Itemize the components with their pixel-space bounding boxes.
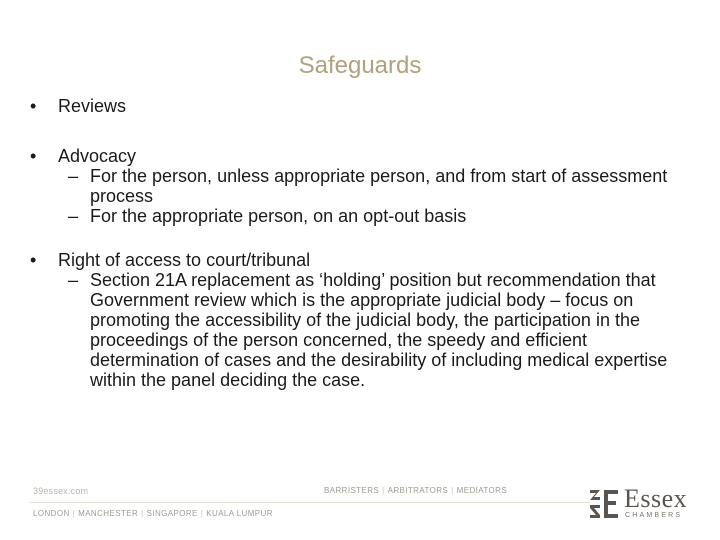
bullet-dot: • [30, 250, 37, 270]
bullet-text: Right of access to court/tribunal [58, 250, 311, 270]
logo-subtitle: CHAMBERS [625, 512, 683, 519]
sub-bullet-text: Section 21A replacement as ‘holding’ position but recommendation that Government review which is the appropriate judicial body – focus on promoting the accessibility of the judicial body, the participation in the proceedings of the person concerned, the speedy and efficient determination of cases and the desirability of including medical expertise within the panel deciding the case. [90, 270, 668, 390]
footer-cities: LONDON | MANCHESTER | SINGAPORE | KUALA LUMPUR [33, 509, 273, 518]
sub-bullet [30, 206, 690, 226]
footer-roles: BARRISTERS | ARBITRATORS | MEDIATORS [324, 486, 508, 495]
logo-wordmark: Essex [624, 484, 688, 513]
footer-city: MANCHESTER [78, 509, 139, 518]
footer-city: KUALA LUMPUR [206, 509, 273, 518]
footer-divider [30, 502, 590, 503]
sub-bullet-text: For the person, unless appropriate person, and from start of assessment process [90, 166, 668, 206]
slide-title-text: Safeguards [298, 52, 422, 79]
sub-bullet-dash: – [68, 166, 79, 186]
bullet-dot: • [30, 96, 37, 116]
footer-role: MEDIATORS [456, 486, 508, 495]
slide-title [0, 52, 720, 80]
sub-bullet-dash: – [68, 270, 79, 290]
bullet-text: Reviews [58, 96, 127, 116]
bullet-right-of-access [30, 250, 690, 270]
sub-bullet-text: For the appropriate person, on an opt-out basis [90, 206, 467, 226]
footer-role: ARBITRATORS [387, 486, 449, 495]
footer-city: SINGAPORE [146, 509, 198, 518]
footer-city: LONDON [33, 509, 70, 518]
bullet-text: Advocacy [58, 146, 137, 166]
footer-role: BARRISTERS [324, 486, 380, 495]
bullet-dot: • [30, 146, 37, 166]
bullet-reviews [30, 96, 690, 116]
slide-body [30, 96, 690, 390]
footer-website[interactable]: 39essex.com [33, 486, 89, 496]
sub-bullet [30, 270, 690, 390]
sub-bullet [30, 166, 690, 206]
bullet-advocacy [30, 146, 690, 166]
sub-bullet-dash: – [68, 206, 79, 226]
